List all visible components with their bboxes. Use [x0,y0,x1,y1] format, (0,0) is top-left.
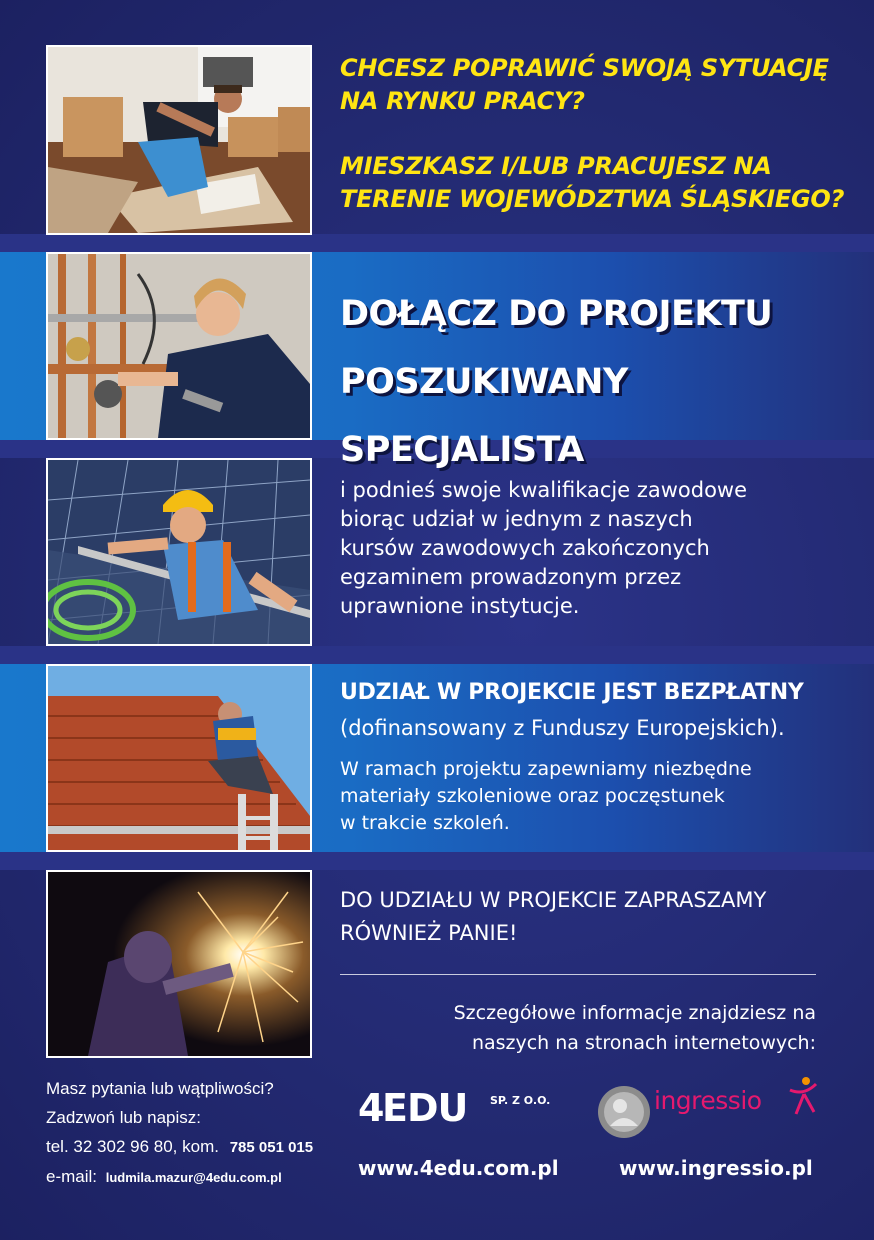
photo-welder [46,870,312,1058]
join-line-2: POSZUKIWANY SPECJALISTA [340,362,628,470]
band-1 [0,234,874,252]
contact-question: Masz pytania lub wątpliwości? [46,1079,274,1098]
contact-phone [46,1132,346,1162]
band-4 [0,646,874,664]
headline-question-1 [340,52,829,118]
url-4edu[interactable]: www.4edu.com.pl [358,1156,559,1180]
headline-line-1: CHCESZ POPRAWIĆ SWOJĄ SYTUACJĘ [340,54,829,82]
contact-call: Zadzwoń lub napisz: [46,1108,201,1127]
courses-line-1: i podnieś swoje kwalifikacje zawodowe [340,478,748,502]
photo-solar-worker [46,458,312,646]
logo-ingressio[interactable] [596,1076,826,1142]
courses-line-4: egzaminem prowadzonym przez [340,565,682,589]
ingressio-wordmark: ingressio [654,1086,762,1115]
contact-mobile[interactable]: 785 051 015 [229,1139,314,1156]
headline-question-2 [340,150,844,216]
photo-furniture-assembly [46,45,312,235]
url-ingressio[interactable]: www.ingressio.pl [619,1156,813,1180]
free-subtitle: (dofinansowany z Funduszy Europejskich). [340,716,785,740]
free-line-2: materiały szkoleniowe oraz poczęstunek [340,785,725,807]
courses-paragraph [340,476,747,621]
women-line-1: DO UDZIAŁU W PROJEKCIE ZAPRASZAMY [340,888,767,912]
free-title: UDZIAŁ W PROJEKCIE JEST BEZPŁATNY [340,680,804,705]
headline-line-4: TERENIE WOJEWÓDZTWA ŚLĄSKIEGO? [340,185,845,213]
women-line-2: RÓWNIEŻ PANIE! [340,921,518,945]
photo-plumber [46,252,312,440]
headline-line-3: MIESZKASZ I/LUB PRACUJESZ NA [340,152,772,180]
join-heading [340,280,874,484]
contact-block [46,1074,346,1192]
courses-line-3: kursów zawodowych zakończonych [340,536,710,560]
logo-4edu[interactable] [358,1086,568,1130]
contact-email-link[interactable]: ludmila.mazur@4edu.com.pl [105,1170,282,1185]
info-line-2: naszych na stronach internetowych: [471,1032,816,1054]
photo-roofer [46,664,312,852]
join-line-1: DOŁĄCZ DO PROJEKTU [340,294,773,334]
band-6 [0,852,874,870]
logo-4edu-suffix: SP. Z O.O. [490,1094,551,1107]
courses-line-2: biorąc udział w jednym z naszych [340,507,693,531]
logo-4edu-number: 4 [358,1086,385,1130]
contact-email-row [46,1162,346,1192]
info-line-1: Szczegółowe informacje znajdziesz na [453,1002,816,1024]
info-text [454,998,816,1058]
headline-line-2: NA RYNKU PRACY? [340,87,585,115]
free-details [340,756,752,837]
women-invitation [340,884,766,950]
contact-email-label: e-mail: [46,1167,98,1186]
ingressio-emblem-icon [596,1084,652,1140]
logo-4edu-name: EDU [382,1086,468,1130]
divider-line [340,974,816,975]
free-line-1: W ramach projektu zapewniamy niezbędne [340,758,752,780]
contact-phone-prefix: tel. 32 302 96 80, kom. [46,1137,219,1156]
courses-line-5: uprawnione instytucje. [340,594,580,618]
free-line-3: w trakcie szkoleń. [340,812,510,834]
ingressio-figure-icon [786,1076,820,1116]
